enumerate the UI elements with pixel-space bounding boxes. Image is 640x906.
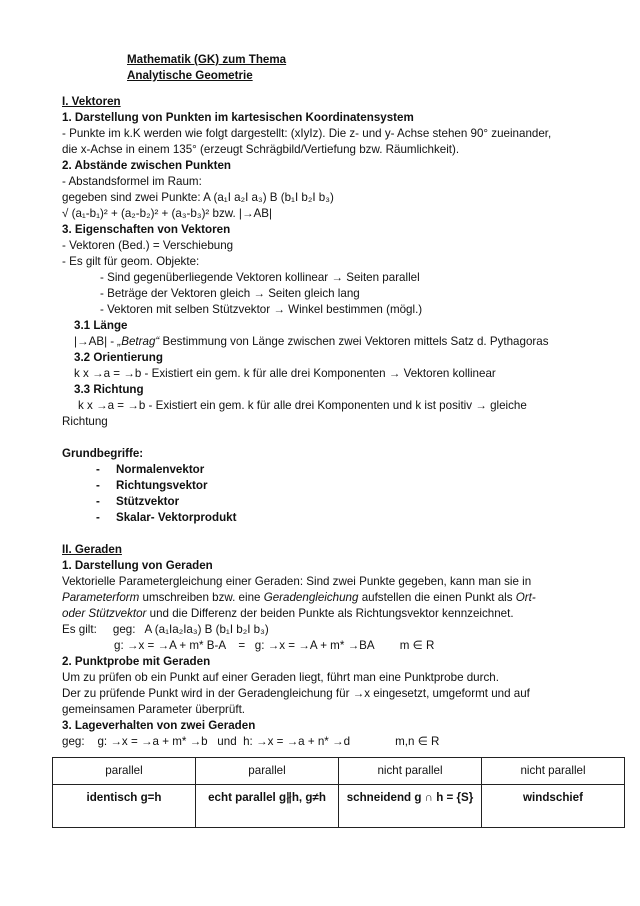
formula-abstand: √ (a₁-b₁)² + (a₂-b₂)² + (a₃-b₃)² bzw. |→AB| <box>62 207 273 220</box>
lageverhalten-table <box>52 757 625 828</box>
subheading-lageverhalten: 3. Lageverhalten von zwei Geraden <box>62 719 256 732</box>
document-body <box>62 94 632 750</box>
list-item: - Normalenvektor <box>96 462 632 478</box>
text-run: |→AB| - <box>74 335 118 348</box>
subheading-laenge: 3.1 Länge <box>74 319 128 332</box>
paragraph-line: Vektorielle Parametergleichung einer Geraden: Sind zwei Punkte gegeben, kann man sie in <box>62 575 532 588</box>
spacer <box>62 430 632 446</box>
text-run-italic: Parameterform <box>62 591 140 604</box>
paragraph-line: - Abstandsformel im Raum: <box>62 175 202 188</box>
text-run: umschreiben bzw. eine <box>139 591 264 604</box>
table-cell: nicht parallel <box>339 758 482 785</box>
list-item: - Richtungsvektor <box>96 478 632 494</box>
formula-geradengleichung: g: →x = →A + m* B-A = g: →x = →A + m* →BA m ∈ R <box>114 639 435 652</box>
grundbegriffe-heading: Grundbegriffe: <box>62 447 144 460</box>
paragraph-line: Richtung <box>62 415 108 428</box>
table-cell: nicht parallel <box>482 758 625 785</box>
spacer <box>62 526 632 542</box>
subheading-eigenschaften: 3. Eigenschaften von Vektoren <box>62 223 231 236</box>
paragraph-line: Es gilt: geg: A (a₁Ia₂Ia₃) B (b₁I b₂I b₃) <box>62 623 269 636</box>
table-cell: parallel <box>196 758 339 785</box>
paragraph-line: - Es gilt für geom. Objekte: <box>62 255 200 268</box>
title-line-1: Mathematik (GK) zum Thema <box>127 53 287 66</box>
list-item: - Skalar- Vektorprodukt <box>96 510 632 526</box>
paragraph-line <box>62 590 632 606</box>
text-run-italic: Geradengleichung <box>263 591 359 604</box>
subheading-abstaende: 2. Abstände zwischen Punkten <box>62 159 232 172</box>
document-title <box>127 52 286 84</box>
text-run-italic: „Betrag“ <box>117 335 160 348</box>
paragraph-line: Um zu prüfen ob ein Punkt auf einer Geraden liegt, führt man eine Punktprobe durch. <box>62 671 499 684</box>
text-run-italic: oder Stützvektor <box>62 607 147 620</box>
table-cell: windschief <box>482 785 625 828</box>
text-run: Bestimmung von Länge zwischen zwei Vektoren mittels Satz d. Pythagoras <box>159 335 549 348</box>
section-heading-geraden: II. Geraden <box>62 543 122 556</box>
paragraph-line <box>62 334 632 350</box>
subheading-darstellung-punkte: 1. Darstellung von Punkten im kartesischen Koordinatensystem <box>62 111 414 124</box>
paragraph-line: k x →a = →b - Existiert ein gem. k für alle drei Komponenten und k ist positiv → gleiche <box>78 399 527 412</box>
text-run-italic: Ort- <box>515 591 536 604</box>
text-run: und die Differenz der beiden Punkte als Richtungsvektor kennzeichnet. <box>146 607 514 620</box>
subheading-punktprobe: 2. Punktprobe mit Geraden <box>62 655 211 668</box>
table-cell: identisch g=h <box>53 785 196 828</box>
list-item: - Vektoren mit selben Stützvektor → Winkel bestimmen (mögl.) <box>100 303 423 316</box>
section-heading-vektoren: I. Vektoren <box>62 95 121 108</box>
paragraph-line: gegeben sind zwei Punkte: A (a₁I a₂I a₃) B (b₁I b₂I b₃) <box>62 191 334 204</box>
list-item: - Sind gegenüberliegende Vektoren kollinear → Seiten parallel <box>100 271 420 284</box>
subheading-orientierung: 3.2 Orientierung <box>74 351 163 364</box>
table-cell: echt parallel g∦h, g≠h <box>196 785 339 828</box>
paragraph-line: die x-Achse in einem 135° (erzeugt Schrägbild/Vertiefung bzw. Räumlichkeit). <box>62 143 460 156</box>
text-run: aufstellen die einen Punkt als <box>358 591 516 604</box>
paragraph-line: - Punkte im k.K werden wie folgt dargestellt: (xIyIz). Die z- und y- Achse stehen 90° zueinander, <box>62 127 552 140</box>
table-cell: parallel <box>53 758 196 785</box>
formula-lageverhalten: geg: g: →x = →a + m* →b und h: →x = →a + n* →d m,n ∈ R <box>62 735 440 748</box>
paragraph-line <box>62 606 632 622</box>
subheading-darstellung-geraden: 1. Darstellung von Geraden <box>62 559 213 572</box>
title-line-2: Analytische Geometrie <box>127 69 253 82</box>
table-row <box>53 785 625 828</box>
paragraph-line: gemeinsamen Parameter überprüft. <box>62 703 246 716</box>
paragraph-line: Der zu prüfende Punkt wird in der Geradengleichung für →x eingesetzt, umgeformt und auf <box>62 687 530 700</box>
table-row <box>53 758 625 785</box>
table-cell: schneidend g ∩ h = {S} <box>339 785 482 828</box>
paragraph-line: - Vektoren (Bed.) = Verschiebung <box>62 239 234 252</box>
list-item: - Stützvektor <box>96 494 632 510</box>
subheading-richtung: 3.3 Richtung <box>74 383 144 396</box>
grundbegriffe-list <box>62 462 632 526</box>
paragraph-line: k x →a = →b - Existiert ein gem. k für alle drei Komponenten → Vektoren kollinear <box>74 367 496 380</box>
list-item: - Beträge der Vektoren gleich → Seiten gleich lang <box>100 287 360 300</box>
